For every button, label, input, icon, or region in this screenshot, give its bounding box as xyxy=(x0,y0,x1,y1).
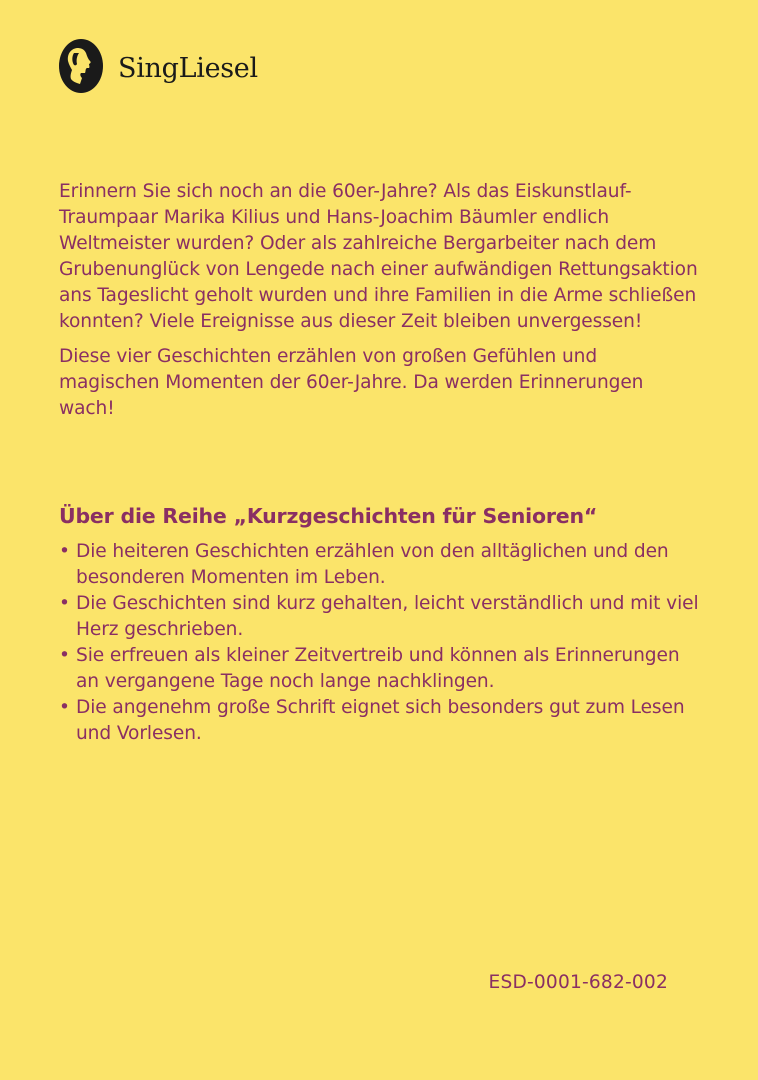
brand-logo xyxy=(58,38,258,94)
list-item: • Die angenehm große Schrift eignet sich besonders gut zum Lesen und Vorlesen. xyxy=(59,695,699,747)
silhouette-portrait-icon xyxy=(58,38,104,94)
intro-paragraph: Erinnern Sie sich noch an die 60er-Jahre? Als das Eiskunstlauf-Traumpaar Marika Kilius und Hans-Joachim Bäumler endlich Weltmeister wurden? Oder als zahlreiche Bergarbeiter nach dem Grubenunglück von Lengede nach einer aufwändigen Rettungsaktion ans Tageslicht geholt wurden und ihre Familien in die Arme schließen konnten? Viele Ereignisse aus dieser Zeit bleiben unvergessen! xyxy=(59,181,698,332)
list-item: • Die Geschichten sind kurz gehalten, leicht verständlich und mit viel Herz geschrieben. xyxy=(59,591,699,643)
intro-text xyxy=(59,179,699,431)
brand-name: SingLiesel xyxy=(118,52,258,84)
intro-paragraph: Diese vier Geschichten erzählen von großen Gefühlen und magischen Momenten der 60er-Jahre. Da werden Erinnerungen wach! xyxy=(59,346,644,419)
product-code: ESD-0001-682-002 xyxy=(488,972,668,993)
list-item: • Die heiteren Geschichten erzählen von den alltäglichen und den besonderen Momenten im Leben. xyxy=(59,539,699,591)
series-heading: Über die Reihe „Kurzgeschichten für Senioren“ xyxy=(59,504,598,528)
list-item: • Sie erfreuen als kleiner Zeitvertreib und können als Erinnerungen an vergangene Tage noch lange nachklingen. xyxy=(59,643,699,695)
series-feature-list xyxy=(59,539,699,747)
